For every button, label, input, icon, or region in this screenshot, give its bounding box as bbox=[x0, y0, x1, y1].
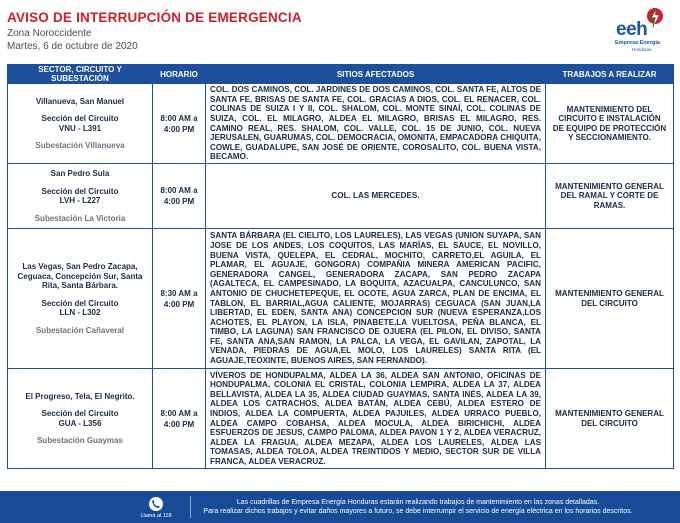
table-row bbox=[8, 369, 674, 469]
zone-label: Zona Noroccidente bbox=[7, 28, 92, 39]
hour-end: 4:00 PM bbox=[163, 124, 195, 134]
sector-cell bbox=[8, 164, 153, 229]
work-description: MANTENIMIENTO GENERAL DEL CIRCUITO bbox=[546, 369, 674, 469]
affected-sites: COL. LAS MERCEDES. bbox=[206, 164, 546, 229]
circuit-label: Sección del Circuito bbox=[41, 298, 119, 308]
circuit-code: GUA - L356 bbox=[58, 418, 102, 428]
page-footer bbox=[0, 491, 680, 523]
outage-table bbox=[7, 64, 674, 469]
company-logo bbox=[612, 5, 674, 57]
hour-start: 8:00 AM a bbox=[160, 186, 198, 195]
header-work: TRABAJOS A REALIZAR bbox=[546, 65, 674, 84]
header-hours: HORARIO bbox=[153, 65, 206, 84]
table-row bbox=[8, 164, 674, 229]
work-description: MANTENIMIENTO GENERAL DEL CIRCUITO bbox=[546, 229, 674, 369]
hours-cell bbox=[153, 84, 206, 164]
circuit-block bbox=[12, 114, 148, 133]
circuit-label: Sección del Circuito bbox=[41, 409, 119, 418]
hour-start: 8:00 AM a bbox=[160, 113, 198, 123]
logo-line-1: Empresa Energía bbox=[615, 40, 660, 46]
sector-name: Villanueva, San Manuel bbox=[35, 96, 125, 106]
hours-cell bbox=[153, 229, 206, 369]
hour-end: 4:00 PM bbox=[163, 419, 195, 429]
hour-start: 8:30 AM a bbox=[160, 288, 198, 298]
sector-name: Las Vegas, San Pedro Zacapa, Ceguaca, Concepción Sur, Santa Rita, Santa Bárbara. bbox=[17, 262, 143, 290]
circuit-code: VNU - L391 bbox=[58, 123, 102, 133]
date-label: Martes, 6 de octubre de 2020 bbox=[7, 41, 138, 52]
work-description: MANTENIMIENTO GENERAL DEL RAMAL Y CORTE DE RAMAS. bbox=[546, 164, 674, 229]
circuit-block bbox=[12, 187, 148, 206]
header-sector: SECTOR, CIRCUITO Y SUBESTACIÓN bbox=[8, 65, 153, 84]
logo-wordmark: eeh bbox=[616, 19, 648, 40]
substation-name: Subestación La Victoria bbox=[34, 213, 126, 223]
phone-icon bbox=[149, 497, 163, 511]
footer-line-1: Las cuadrillas de Empresa Energía Honduras estarán realizando trabajos de mantenimiento en las zonas detalladas. bbox=[236, 499, 600, 506]
circuit-label: Sección del Circuito bbox=[41, 186, 119, 196]
footer-divider bbox=[190, 496, 191, 518]
sector-name: El Progreso, Tela, El Negrito. bbox=[25, 391, 135, 401]
page-title: AVISO DE INTERRUPCIÓN DE EMERGENCIA bbox=[7, 10, 302, 25]
affected-sites: VÍVEROS DE HONDUPALMA, ALDEA LA 36, ALDEA SAN ANTONIO, OFICINAS DE HONDUPALMA, COLONIA EL CRISTAL, COLONIA LEMPIRA, ALDEA LA 37, ALDEA BELLAVISTA, ALDEA LA 35, ALDEA CIUDAD GUAYMAS, SANTA INÉS, ALDEA LA 39, ALDEA LOS CATRACHOS, ALDEA BATÁN, ALDEA CEBÚ, ALDEA ESTERO DE INDIOS, ALDEA LA COMPUERTA, ALDEA PAJUILES, ALDEA URRACO PUEBLO, ALDEA CAMPO COBAHSA, ALDEA MOCULA, ALDEA BIRICHICHI, ALDEA ESFUERZOS DE JESUS, CAMPO PALOMA, ALDEA PAVON 1 Y 2, ALDEA VERACRUZ, ALDEA LA FRAGUA, ALDEA MEZAPA, ALDEA LOS LAURELES, ALDEA LAS TOMASAS, ALDEA TOLOA, ALDEA TREINTIDOS Y MEDIO, SECTOR SUR DE VILLA FRANCA, ALDEA VERACRUZ. bbox=[206, 369, 546, 469]
hours-cell bbox=[153, 369, 206, 469]
substation-name: Subestación Cañaveral bbox=[35, 325, 125, 335]
circuit-label: Sección del Circuito bbox=[41, 114, 119, 123]
footer-line-2: Para realizar dichos trabajos y evitar daños mayores a futuro, se debe interrumpir el servicio de energía eléctrica en los horarios descritos. bbox=[203, 508, 633, 515]
affected-sites: COL. DOS CAMINOS, COL. JARDINES DE DOS CAMINOS, COL. SANTA FE, ALTOS DE SANTA FE, BRISAS DE SANTA FE, COL. GRACIAS A DIOS, COL. EL RENACER, COL. COLINAS DE SUIZA I Y II, COL. SHALOM, COL. MONTE SINAÍ, COL. COLINAS DE SUIZA, COL. EL MILAGRO, ALDEA EL MILAGRO, BRISAS EL MILAGRO, RES. CAMINO REAL, RES. SHALOM, COL. VALLE, COL. 15 DE JUNIO, COL. NUEVA JERUSALEN, GUARUMAS, COL. DEMOCRACIA, OMONITA, EMPACADORA CHIQUITA, COWLE, GUADALUPE, SAN JOSÉ DE ORIENTE, COROSALITO, COL. BUENA VISTA, BECAMO. bbox=[206, 84, 546, 164]
logo-line-2: Honduras bbox=[632, 47, 652, 52]
circuit-code: LVH - L227 bbox=[59, 196, 101, 205]
circuit-block bbox=[12, 299, 148, 318]
page-header bbox=[0, 0, 680, 62]
sector-name: San Pedro Sula bbox=[50, 169, 110, 178]
sector-cell bbox=[8, 84, 153, 164]
sector-cell bbox=[8, 369, 153, 469]
header-affected: SITIOS AFECTADOS bbox=[206, 65, 546, 84]
circuit-block bbox=[12, 409, 148, 428]
sector-cell bbox=[8, 229, 153, 369]
circuit-code: LLN - L302 bbox=[59, 308, 101, 317]
hours-cell bbox=[153, 164, 206, 229]
hour-end: 4:00 PM bbox=[163, 197, 195, 206]
footer-notice bbox=[198, 498, 638, 516]
affected-sites: SANTA BÁRBARA (EL CIELITO, LOS LAURELES), LAS VEGAS (UNION SUYAPA, SAN JOSE DE LOS ANDES, LOS COQUITOS, LAS MARÍAS, EL SAUCE, EL NOVILLO, BUENA VISTA, QUELEPA, EL CEDRAL, MOCHITO, CARRETO,EL AGUILA, EL PLAMAR, EL AGUAJE, GONGORA) COMPAÑIA MINERA AMERICAN PACIFIC, GENERADORA CANGEL, GENERADORA ZACAPA, SAN PEDRO ZACAPA (AGALTECA, EL CAMPESINADO, LA BOQUITA, AZACUALPA, CANCULUNCO, SAN ANTONIO DE CHUCHETEPEQUE, EL OCOTE, AGUA ZARCA, PLAN DE ENCIMA, EL TABLON, EL BARRIAL,AGUA CALIENTE, MOJARRAS) CEGUACA (SAN JUAN,LA LIBERTAD, EL EDEN, SANTA ANA) CONCEPCION SUR (NUEVA ESPERANZA,LOS ACHOTES, EL PLAYON, LA ISLA, PINABETE,LA VUELTOSA, PEÑA BLANCA, EL TIMBO, LA LAGUNA) SAN FRANCISCO DE OJUERA (EL PILON, EL DIVISO, SANTA FE, SANTA ANA,SAN RAMON, LA PALCA, LA VEGA, EL GAVILAN, ZAPOTAL, LA VENADA, PIEDRAS DE AGUA,EL MOLO, LOS LAURELES) SANTA RITA (EL AGUAJE,TEOXINTE, BUENOS AIRES, SAN FERNANDO). bbox=[206, 229, 546, 369]
work-description: MANTENIMIENTO DEL CIRCUITO E INSTALACIÓN DE EQUIPO DE PROTECCIÓN Y SECCIONAMIENTO. bbox=[546, 84, 674, 164]
substation-name: Subestación Villanueva bbox=[35, 141, 125, 150]
lightning-bolt-icon bbox=[645, 7, 665, 29]
hour-end: 4:00 PM bbox=[163, 299, 195, 309]
substation-name: Subestación Guaymas bbox=[37, 436, 123, 445]
table-header-row bbox=[8, 65, 674, 84]
hour-start: 8:00 AM a bbox=[160, 408, 198, 418]
phone-label: Llamá al 118 bbox=[140, 513, 172, 519]
phone-contact[interactable] bbox=[136, 497, 176, 519]
table-row bbox=[8, 84, 674, 164]
table-row bbox=[8, 229, 674, 369]
